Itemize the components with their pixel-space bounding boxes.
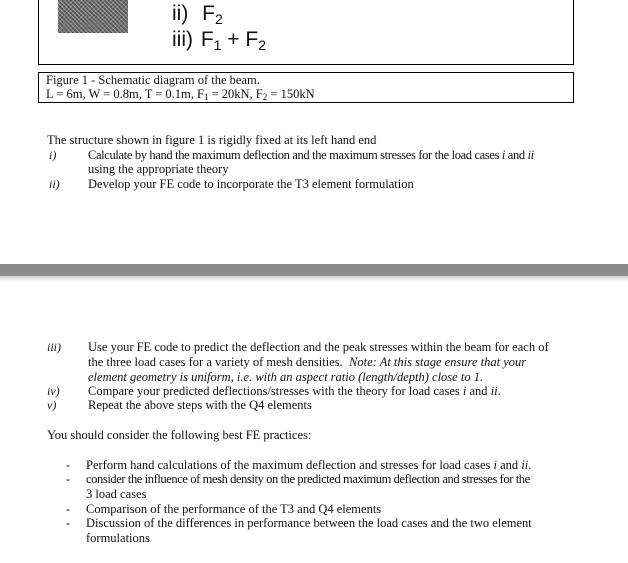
task-text: Calculate by hand the maximum deflection and the maximum stresses for the load cases [88,148,502,162]
task-iii-text-cont [88,355,580,370]
task-iii-note-cont: element geometry is uniform, i.e. with an aspect ratio (length/depth) close to 1. [88,370,484,384]
load-case-ref: ii [527,148,534,162]
practice-item: Comparison of the performance of the T3 and Q4 elements [86,502,382,516]
load-case-ref: i [493,458,497,472]
bullet-dash: - [66,458,71,472]
task-text: and [466,384,491,398]
load-case-iii [172,28,266,57]
task-ii-text: Develop your FE code to incorporate the T3 element formulation [88,177,414,191]
practice-text: and [497,458,522,472]
practice-text: Perform hand calculations of the maximum deflection and stresses for load cases [86,458,494,472]
bullet-dash: - [66,516,71,530]
load-case-label: F [200,28,214,51]
task-text: Compare your predicted deflections/stresses with the theory for load cases [88,384,463,398]
load-case-ref: ii [490,384,498,398]
fixed-support-hatch [58,0,128,33]
practice-item: Discussion of the differences in performance between the load cases and the two element [86,516,532,530]
bullet-dash: - [66,472,71,486]
load-case-ref: i [462,384,467,398]
practice-item-cont: 3 load cases [86,487,147,501]
load-case-subscript: 2 [258,37,267,53]
task-note: Note: At this stage ensure that your [349,355,527,369]
load-case-label: F [202,2,215,25]
task-number: iv) [47,384,60,398]
practice-item: consider the influence of mesh density on the predicted maximum deflection and stresses for the [86,472,530,486]
task-v-text: Repeat the above steps with the Q4 elements [88,398,312,412]
param-subscript: 2 [262,92,268,102]
page-break [0,264,628,276]
practices-heading: You should consider the following best FE practices: [47,428,312,442]
practice-item [86,458,580,473]
figure-caption: Figure 1 - Schematic diagram of the beam. [46,73,260,87]
task-i-text-cont: using the appropriate theory [88,162,229,176]
load-case-ii [172,2,223,31]
load-case-ref: i [501,148,505,162]
figure-parameters [46,87,315,104]
load-case-label: F [245,28,259,51]
task-i-text [88,148,580,163]
practice-item-cont: formulations [86,531,150,545]
task-number: i) [49,148,57,162]
param-subscript: 1 [203,92,209,102]
task-number: ii) [49,177,60,191]
practice-text: . [528,458,532,472]
plus-sign: + [221,28,246,51]
load-case-ref: ii [521,458,529,472]
task-number: iii) [47,340,61,354]
param-text: L = 6m, W = 0.8m, T = 0.1m, F [46,87,204,101]
task-iii-text: Use your FE code to predict the deflection and the peak stresses within the beam for each of [88,340,549,354]
page-break-shadow [0,276,628,282]
load-case-subscript: 2 [215,11,223,27]
task-number: v) [47,398,57,412]
load-case-numeral: ii) [172,2,189,25]
load-case-numeral: iii) [172,28,193,51]
param-text: = 150kN [267,87,315,101]
bullet-dash: - [66,502,71,516]
param-text: = 20kN, F [208,87,263,101]
load-case-subscript: 1 [213,37,222,53]
task-text: the three load cases for a variety of mesh densities. [88,355,350,369]
task-text: and [505,148,528,162]
task-iv-text [88,384,580,399]
intro-text: The structure shown in figure 1 is rigidly fixed at its left hand end [47,133,377,147]
task-text: . [497,384,501,398]
